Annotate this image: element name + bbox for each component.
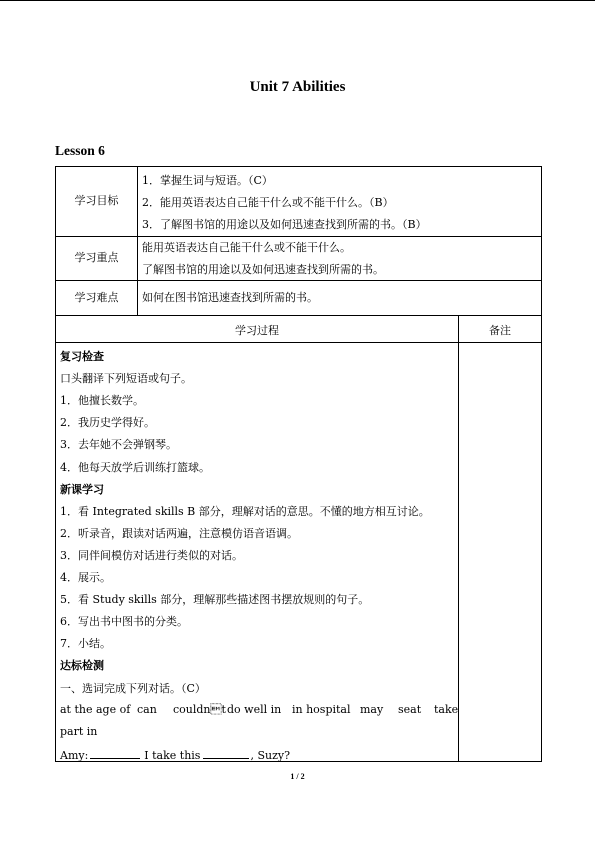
row-label-difficulties: 学习难点 — [74, 291, 119, 304]
process-line: 口头翻译下列短语或句子。 — [60, 372, 192, 386]
notes-column-header: 备注 — [489, 324, 511, 337]
table-row-divider — [55, 315, 542, 316]
process-line: 2．我历史学得好。 — [60, 416, 155, 430]
section-heading: 新课学习 — [60, 482, 104, 496]
word-bank-item: do well in — [227, 703, 282, 716]
objective-item: 3．了解图书馆的用途以及如何迅速查找到所需的书。（B） — [142, 218, 427, 231]
word-bank-item: seat — [398, 703, 422, 716]
section-heading: 达标检测 — [60, 659, 104, 673]
table-row-divider — [55, 342, 542, 343]
row-label-key-points: 学习重点 — [74, 251, 119, 264]
word-bank-item: couldnt — [173, 703, 226, 716]
objective-item: 1．掌握生词与短语。（C） — [142, 174, 273, 187]
word-bank — [60, 703, 459, 717]
word-bank-item: may — [360, 703, 384, 716]
notes-column-divider — [458, 315, 459, 762]
page-title: Unit 7 Abilities — [249, 79, 346, 95]
process-line: 4．展示。 — [60, 571, 111, 584]
page-number: 1 / 2 — [290, 772, 305, 781]
process-line: 1．他擅长数学。 — [60, 394, 144, 408]
process-line: 3．去年她不会弹钢琴。 — [60, 438, 177, 452]
process-column-header: 学习过程 — [235, 324, 279, 337]
process-line: 一、选词完成下列对话。（C） — [60, 681, 206, 695]
process-line: 3．同伴间模仿对话进行类似的对话。 — [60, 548, 243, 562]
dialogue-line — [60, 747, 290, 763]
answer-blank[interactable] — [203, 747, 249, 759]
table-border-right — [541, 166, 542, 762]
dialogue-text: I take this — [144, 749, 201, 762]
table-row-divider — [55, 236, 542, 237]
row-label-objectives: 学习目标 — [74, 194, 119, 207]
process-line: 2．听录音，跟读对话两遍，注意模仿语音语调。 — [60, 526, 298, 540]
dialogue-text-end: , Suzy? — [250, 749, 290, 762]
word-bank-continuation: part in — [60, 725, 98, 738]
page-top-rule — [0, 0, 595, 1]
process-line: 1．看 Integrated skills B 部分，理解对话的意思。不懂的地方相互讨论。 — [60, 504, 430, 518]
dialogue-speaker: Amy: — [60, 749, 89, 762]
table-border-top — [55, 166, 542, 167]
word-bank-item: at the age of — [60, 703, 131, 716]
table-row-divider — [55, 280, 542, 281]
process-line: 6．写出书中图书的分类。 — [60, 615, 188, 629]
word-bank-item: in hospital — [292, 703, 351, 716]
difficulty-item: 如何在图书馆迅速查找到所需的书。 — [142, 291, 318, 304]
section-heading: 复习检查 — [60, 350, 104, 363]
process-line: 4．他每天放学后训练打篮球。 — [60, 460, 210, 474]
word-bank-item: can — [137, 703, 157, 716]
lesson-heading: Lesson 6 — [55, 143, 105, 158]
label-column-divider — [137, 166, 138, 316]
process-line: 5．看 Study skills 部分，理解那些描述图书摆放规则的句子。 — [60, 593, 370, 607]
process-line: 7．小结。 — [60, 637, 111, 651]
word-bank-item: take — [434, 703, 459, 716]
objective-item: 2．能用英语表达自己能干什么或不能干什么。（B） — [142, 196, 394, 209]
key-point-item: 能用英语表达自己能干什么或不能干什么。 — [142, 241, 351, 254]
answer-blank[interactable] — [90, 747, 140, 759]
key-point-item: 了解图书馆的用途以及如何迅速查找到所需的书。 — [142, 263, 384, 276]
